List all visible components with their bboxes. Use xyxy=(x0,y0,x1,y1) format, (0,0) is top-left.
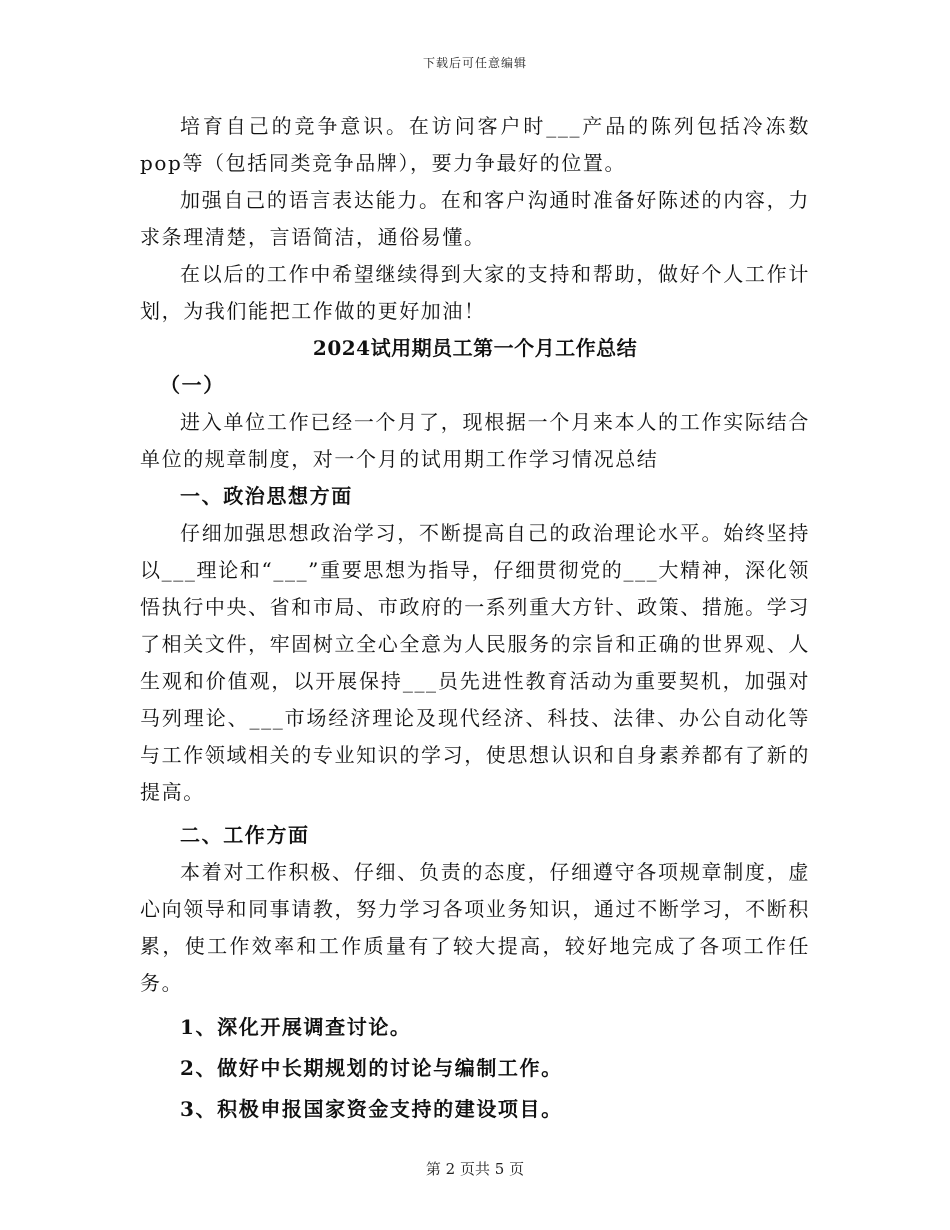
page-header: 下载后可任意编辑 xyxy=(422,56,527,70)
section-title: 2024试用期员工第一个月工作总结 xyxy=(312,336,638,360)
list-item: 1、深化开展调查讨论。 xyxy=(180,1015,412,1039)
paragraph-work: 本着对工作积极、仔细、负责的态度，仔细遵守各项规章制度，虚心向领导和同事请教，努力学习各项业务知识，通过不断学习，不断积累，使工作效率和工作质量有了较大提高，较好地完成了各项工作任务。 xyxy=(140,860,810,995)
page-footer: 第 2 页共 5 页 xyxy=(425,1160,525,1178)
paragraph-language: 加强自己的语言表达能力。在和客户沟通时准备好陈述的内容，力求条理清楚，言语简洁，通俗易懂。 xyxy=(140,188,810,249)
document-body xyxy=(140,108,810,1128)
list-item: 2、做好中长期规划的讨论与编制工作。 xyxy=(180,1056,563,1080)
paragraph-support: 在以后的工作中希望继续得到大家的支持和帮助，做好个人工作计划，为我们能把工作做的更好加油！ xyxy=(140,262,810,323)
paragraph-competition: 培育自己的竞争意识。在访问客户时___产品的陈列包括冷冻数pop等（包括同类竞争品牌），要力争最好的位置。 xyxy=(140,114,810,175)
paragraph-political: 仔细加强思想政治学习，不断提高自己的政治理论水平。始终坚持以___理论和“___”重要思想为指导，仔细贯彻党的___大精神，深化领悟执行中央、省和市局、市政府的一系列重大方针、政策、措施。学习了相关文件，牢固树立全心全意为人民服务的宗旨和正确的世界观、人生观和价值观，以开展保持___员先进性教育活动为重要契机，加强对马列理论、___市场经济理论及现代经济、科技、法律、办公自动化等与工作领域相关的专业知识的学习，使思想认识和自身素养都有了新的提高。 xyxy=(140,521,810,804)
heading-political: 一、政治思想方面 xyxy=(180,484,353,508)
paragraph-intro: 进入单位工作已经一个月了，现根据一个月来本人的工作实际结合单位的规章制度，对一个月的试用期工作学习情况总结 xyxy=(140,410,810,471)
section-subtitle: （一） xyxy=(160,373,225,397)
heading-work: 二、工作方面 xyxy=(180,823,310,847)
list-item: 3、积极申报国家资金支持的建设项目。 xyxy=(180,1097,563,1121)
